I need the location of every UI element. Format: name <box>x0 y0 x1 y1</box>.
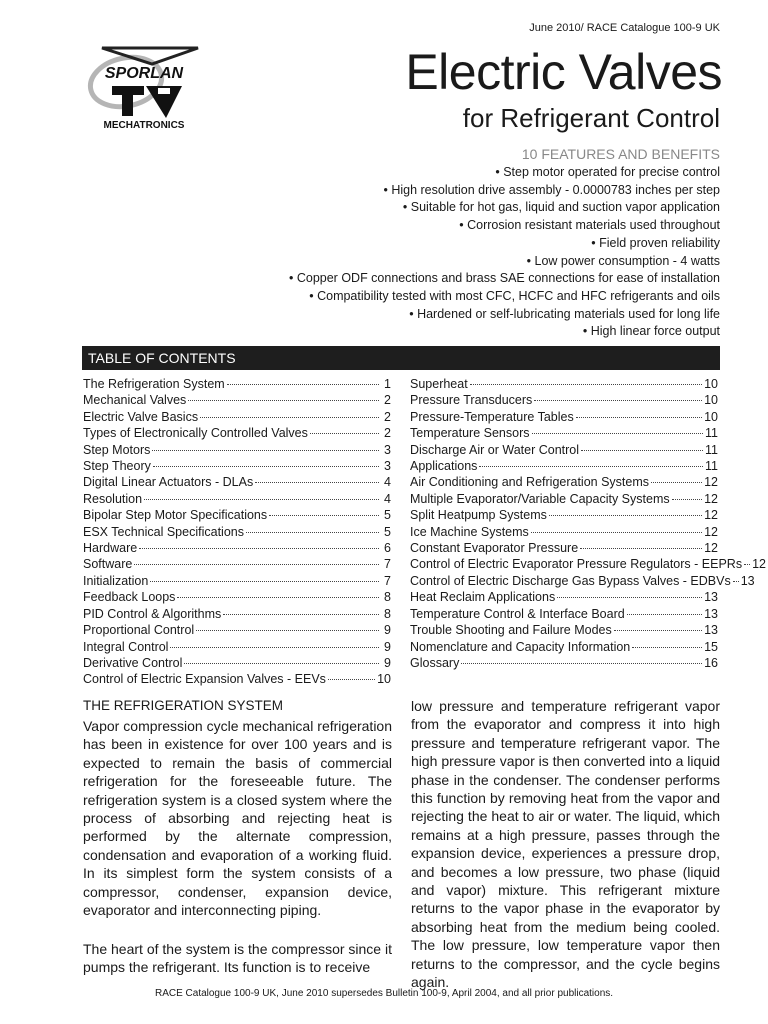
toc-dot-leader <box>139 548 379 549</box>
toc-entry[interactable] <box>83 507 391 523</box>
feature-item: • Copper ODF connections and brass SAE connections for ease of installation <box>289 271 720 286</box>
toc-entry[interactable] <box>83 556 391 572</box>
toc-entry[interactable] <box>83 573 391 589</box>
feature-item: • Field proven reliability <box>591 235 720 250</box>
toc-heading: TABLE OF CONTENTS <box>88 350 236 366</box>
feature-item: • High linear force output <box>582 324 720 339</box>
toc-entry-page: 9 <box>384 623 391 638</box>
toc-entry[interactable] <box>83 589 391 605</box>
toc-entry-page: 10 <box>704 409 718 424</box>
toc-entry-page: 6 <box>384 541 391 556</box>
feature-item: • Hardened or self-lubricating materials used for long life <box>409 306 720 321</box>
feature-item: • Corrosion resistant materials used throughout <box>459 218 720 233</box>
toc-entry-page: 10 <box>377 672 391 687</box>
toc-dot-leader <box>532 433 704 434</box>
toc-entry-page: 10 <box>704 393 718 408</box>
toc-entry-title: Glossary <box>410 655 460 670</box>
toc-entry-title: Trouble Shooting and Failure Modes <box>410 623 612 638</box>
logo-division-text: MECHATRONICS <box>103 120 185 131</box>
toc-entry[interactable] <box>410 442 718 458</box>
toc-entry[interactable] <box>83 425 391 441</box>
toc-entry[interactable] <box>410 491 718 507</box>
toc-dot-leader <box>177 597 379 598</box>
toc-entry-page: 2 <box>384 409 391 424</box>
toc-entry[interactable] <box>410 639 718 655</box>
toc-entry-title: Temperature Control & Interface Board <box>410 606 625 621</box>
toc-dot-leader <box>269 515 379 516</box>
toc-entry-page: 4 <box>384 475 391 490</box>
toc-dot-leader <box>461 663 702 664</box>
toc-entry-title: Constant Evaporator Pressure <box>410 541 579 556</box>
toc-entry-title: Mechanical Valves <box>83 393 187 408</box>
toc-dot-leader <box>134 564 379 565</box>
toc-entry[interactable] <box>83 524 391 540</box>
toc-entry-page: 15 <box>704 639 718 654</box>
page-subtitle: for Refrigerant Control <box>462 103 720 133</box>
toc-entry-title: Derivative Control <box>83 655 183 670</box>
toc-entry-title: Temperature Sensors <box>410 426 530 441</box>
toc-entry-title: Resolution <box>83 491 143 506</box>
feature-item: • Compatibility tested with most CFC, HCFC and HFC refrigerants and oils <box>309 288 720 303</box>
toc-dot-leader <box>614 630 702 631</box>
toc-entry-page: 3 <box>384 459 391 474</box>
body-paragraph-right-1: low pressure and temperature refrigerant vapor from the evaporator and compress it into high pressure and temperature refrigerant vapor. The high pressure vapor is then converted into a liquid phase in the condenser. The condenser performs this function by removing heat from the vapor and rejecting the heat to air or water. The liquid, which remains at a high pressure, passes through the expansion device, experiences a pressure drop, and becomes a low pressure, two phase (liquid and vapor) mixture. This refrigerant mixture returns to the vapor phase in the evaporator by absorbing heat from the medium being cooled. The low pressure, low temperature vapor then returns to the compressor, and the cycle begins again. <box>411 698 720 991</box>
toc-entry[interactable] <box>410 376 718 392</box>
toc-entry-title: Heat Reclaim Applications <box>410 590 556 605</box>
toc-entry-page: 7 <box>384 573 391 588</box>
toc-heading-bar <box>82 346 720 370</box>
toc-entry-page: 2 <box>384 393 391 408</box>
toc-dot-leader <box>576 417 702 418</box>
toc-entry-title: Control of Electric Evaporator Pressure Regulators - EEPRs <box>410 557 743 572</box>
toc-entry-title: Superheat <box>410 377 468 391</box>
feature-item: • High resolution drive assembly - 0.0000783 inches per step <box>383 182 720 197</box>
toc-entry-page: 10 <box>704 377 718 391</box>
toc-dot-leader <box>196 630 379 631</box>
toc-entry-page: 12 <box>704 508 718 523</box>
toc-entry[interactable] <box>410 392 718 408</box>
toc-dot-leader <box>170 647 379 648</box>
toc-entry-title: Applications <box>410 459 478 474</box>
toc-entry-page: 9 <box>384 639 391 654</box>
toc-entry[interactable] <box>410 524 718 540</box>
toc-entry-title: Step Theory <box>83 459 151 474</box>
toc-dot-leader <box>310 433 379 434</box>
toc-dot-leader <box>744 564 750 565</box>
toc-entry-page: 12 <box>704 491 718 506</box>
toc-entry[interactable] <box>83 376 391 392</box>
toc-entry[interactable] <box>83 671 391 687</box>
toc-entry-title: Bipolar Step Motor Specifications <box>83 508 268 523</box>
toc-entry-page: 12 <box>704 524 718 539</box>
toc-entry[interactable] <box>410 655 718 671</box>
toc-entry-title: ESX Technical Specifications <box>83 524 244 539</box>
sporlan-logo <box>86 44 216 134</box>
toc-left-column <box>83 376 391 688</box>
feature-item: • Step motor operated for precise control <box>495 165 720 179</box>
page-title: Electric Valves <box>405 44 722 100</box>
toc-entry[interactable] <box>410 425 718 441</box>
toc-entry[interactable] <box>83 392 391 408</box>
toc-entry-page: 5 <box>384 508 391 523</box>
feature-item: • Suitable for hot gas, liquid and suction vapor application <box>402 200 720 215</box>
toc-dot-leader <box>534 400 702 401</box>
toc-entry-page: 13 <box>704 623 718 638</box>
feature-item: • Low power consumption - 4 watts <box>526 253 720 268</box>
toc-entry-title: Types of Electronically Controlled Valves <box>83 426 308 441</box>
toc-dot-leader <box>627 614 702 615</box>
toc-entry-title: Hardware <box>83 541 138 556</box>
toc-dot-leader <box>188 400 379 401</box>
toc-entry-page: 3 <box>384 442 391 457</box>
toc-entry-title: Control of Electric Discharge Gas Bypass Valves - EDBVs <box>410 573 731 588</box>
toc-entry[interactable] <box>410 556 766 572</box>
toc-dot-leader <box>150 581 379 582</box>
toc-entry-title: Ice Machine Systems <box>410 524 529 539</box>
toc-entry-page: 12 <box>704 541 718 556</box>
features-heading: 10 FEATURES AND BENEFITS <box>521 146 720 162</box>
toc-dot-leader <box>651 482 702 483</box>
toc-entry[interactable] <box>83 474 391 490</box>
toc-entry[interactable] <box>410 540 718 556</box>
toc-entry[interactable] <box>410 589 718 605</box>
toc-dot-leader <box>227 384 379 385</box>
toc-entry[interactable] <box>83 458 391 474</box>
toc-entry-page: 1 <box>384 377 391 391</box>
toc-entry-title: Electric Valve Basics <box>83 409 199 424</box>
toc-entry-title: PID Control & Algorithms <box>83 606 222 621</box>
toc-entry[interactable] <box>83 606 391 622</box>
toc-dot-leader <box>246 532 379 533</box>
toc-entry-page: 13 <box>704 606 718 621</box>
toc-entry[interactable] <box>410 573 755 589</box>
toc-entry[interactable] <box>410 409 718 425</box>
toc-entry-page: 8 <box>384 590 391 605</box>
toc-dot-leader <box>557 597 702 598</box>
toc-entry-title: Integral Control <box>83 639 169 654</box>
toc-dot-leader <box>144 499 379 500</box>
toc-entry[interactable] <box>410 606 718 622</box>
toc-entry-title: Pressure Transducers <box>410 393 533 408</box>
body-paragraph-left-1: Vapor compression cycle mechanical refrigeration has been in existence for over 100 years and is expected to remain the basis of commercial refrigeration for the foreseeable future. The refrigeration system is a closed system where the process of absorbing and rejecting heat is performed by the alternate compression, condensation and evaporation of a working fluid. In its simplest form the system consists of a compressor, condenser, expansion device, evaporator and interconnecting piping. <box>83 718 392 919</box>
toc-entry[interactable] <box>83 540 391 556</box>
toc-entry-title: Step Motors <box>83 442 151 457</box>
toc-entry-title: Multiple Evaporator/Variable Capacity Systems <box>410 491 670 506</box>
toc-entry-title: Initialization <box>83 573 149 588</box>
toc-entry[interactable] <box>83 442 391 458</box>
toc-dot-leader <box>200 417 379 418</box>
toc-entry-page: 13 <box>740 573 755 588</box>
toc-entry-page: 12 <box>752 557 766 572</box>
toc-dot-leader <box>632 647 702 648</box>
toc-entry-page: 4 <box>384 491 391 506</box>
toc-entry-title: Pressure-Temperature Tables <box>410 409 574 424</box>
toc-dot-leader <box>479 466 703 467</box>
toc-entry-title: Nomenclature and Capacity Information <box>410 639 631 654</box>
toc-dot-leader <box>152 450 379 451</box>
toc-entry[interactable] <box>83 639 391 655</box>
toc-entry[interactable] <box>83 655 391 671</box>
toc-right-column <box>410 376 766 671</box>
toc-entry-page: 11 <box>705 459 718 474</box>
section-heading: THE REFRIGERATION SYSTEM <box>83 698 284 713</box>
toc-dot-leader <box>470 384 702 385</box>
toc-entry-page: 7 <box>384 557 391 572</box>
toc-entry-page: 11 <box>705 426 718 441</box>
body-paragraph-left-2: The heart of the system is the compressor since it pumps the refrigerant. Its function is to receive <box>83 941 392 976</box>
toc-dot-leader <box>223 614 379 615</box>
toc-entry-title: Proportional Control <box>83 623 195 638</box>
logo-brand-text: SPORLAN <box>104 65 184 82</box>
toc-dot-leader <box>153 466 379 467</box>
toc-dot-leader <box>549 515 702 516</box>
toc-dot-leader <box>184 663 379 664</box>
toc-entry[interactable] <box>83 491 391 507</box>
toc-dot-leader <box>672 499 702 500</box>
toc-entry-page: 5 <box>384 524 391 539</box>
toc-entry-page: 11 <box>705 442 718 457</box>
toc-entry-page: 9 <box>384 655 391 670</box>
toc-entry-title: Air Conditioning and Refrigeration Systems <box>410 475 650 490</box>
toc-entry-title: Discharge Air or Water Control <box>410 442 580 457</box>
header-date-line: June 2010/ RACE Catalogue 100-9 UK <box>529 22 720 34</box>
toc-entry-page: 13 <box>704 590 718 605</box>
toc-dot-leader <box>531 532 702 533</box>
toc-entry[interactable] <box>410 458 718 474</box>
toc-entry-page: 8 <box>384 606 391 621</box>
toc-entry-page: 2 <box>384 426 391 441</box>
toc-dot-leader <box>328 679 375 680</box>
page-footer: RACE Catalogue 100-9 UK, June 2010 supersedes Bulletin 100-9, April 2004, and all prior publications. <box>154 988 614 999</box>
toc-dot-leader <box>255 482 379 483</box>
toc-dot-leader <box>733 581 739 582</box>
toc-entry[interactable] <box>410 474 718 490</box>
toc-entry-title: The Refrigeration System <box>83 377 225 391</box>
toc-entry-title: Feedback Loops <box>83 590 176 605</box>
toc-entry[interactable] <box>83 409 391 425</box>
toc-entry-page: 16 <box>704 655 718 670</box>
toc-entry[interactable] <box>83 622 391 638</box>
toc-dot-leader <box>581 450 703 451</box>
toc-entry-title: Digital Linear Actuators - DLAs <box>83 475 254 490</box>
toc-entry[interactable] <box>410 507 718 523</box>
toc-entry-title: Split Heatpump Systems <box>410 508 547 523</box>
toc-dot-leader <box>580 548 702 549</box>
toc-entry[interactable] <box>410 622 718 638</box>
toc-entry-title: Software <box>83 557 133 572</box>
features-list <box>289 164 720 341</box>
toc-entry-page: 12 <box>704 475 718 490</box>
toc-entry-title: Control of Electric Expansion Valves - EEVs <box>83 672 326 687</box>
